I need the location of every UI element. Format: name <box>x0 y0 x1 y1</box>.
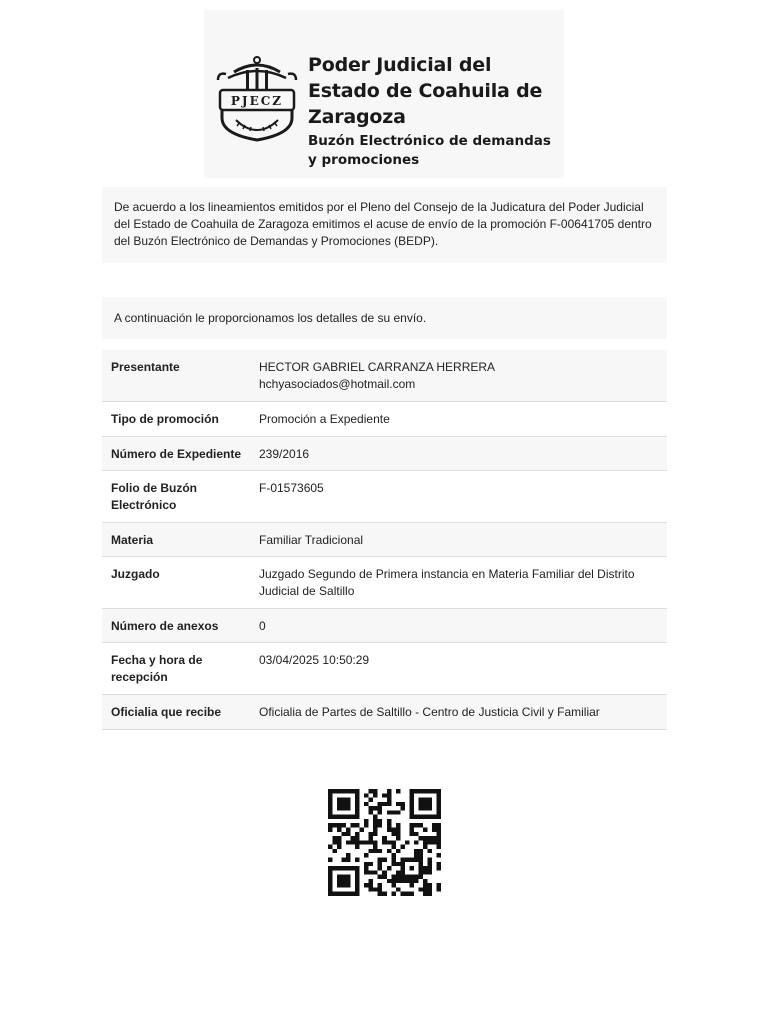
oficialia-label: Oficialia que recibe <box>111 705 222 719</box>
oficialia-value: Oficialia de Partes de Saltillo - Centro de Justicia Civil y Familiar <box>259 705 600 719</box>
juzgado-value: Juzgado Segundo de Primera instancia en Materia Familiar del Distrito Judicial de Saltillo <box>259 567 635 598</box>
expediente-label: Número de Expediente <box>111 447 242 461</box>
anexos-value: 0 <box>259 619 266 633</box>
materia-label: Materia <box>111 533 154 547</box>
folio-label: Folio de Buzón Electrónico <box>111 481 197 512</box>
intro-paragraph: De acuerdo a los lineamientos emitidos por el Pleno del Consejo de la Judicatura del Poder Judicial del Estado de Coahuila de Zaragoza emitimos el acuse de envío de la promoción F-00641705 dentro del Buzón Electrónico de Demandas y Promociones (BEDP). <box>102 187 667 263</box>
logo-lettering: PJECZ <box>230 94 284 108</box>
table-row <box>102 437 667 471</box>
table-row <box>102 523 667 557</box>
folio-value: F-01573605 <box>259 481 324 495</box>
qr-code <box>328 789 441 896</box>
service-subtitle: Buzón Electrónico de demandas y promociones <box>308 133 551 168</box>
tipo-label: Tipo de promoción <box>111 412 219 426</box>
tipo-value: Promoción a Expediente <box>259 412 390 426</box>
table-row <box>102 557 667 609</box>
presentante-name: HECTOR GABRIEL CARRANZA HERRERA <box>259 360 496 374</box>
table-row <box>102 643 667 695</box>
presentante-label: Presentante <box>111 360 180 374</box>
details-note: A continuación le proporcionamos los detalles de su envío. <box>102 297 667 339</box>
presentante-email: hchyasociados@hotmail.com <box>259 377 416 391</box>
header-banner <box>204 10 564 178</box>
materia-value: Familiar Tradicional <box>259 533 364 547</box>
table-row <box>102 350 667 402</box>
table-row <box>102 609 667 643</box>
table-row <box>102 471 667 523</box>
fecha-label: Fecha y hora de recepción <box>111 653 203 684</box>
institution-title: Poder Judicial del Estado de Coahuila de Zaragoza <box>308 54 543 128</box>
fecha-value: 03/04/2025 10:50:29 <box>259 653 370 667</box>
table-row <box>102 402 667 437</box>
expediente-value: 239/2016 <box>259 447 310 461</box>
juzgado-label: Juzgado <box>111 567 160 581</box>
table-row <box>102 695 667 730</box>
anexos-label: Número de anexos <box>111 619 219 633</box>
details-table <box>102 350 667 730</box>
